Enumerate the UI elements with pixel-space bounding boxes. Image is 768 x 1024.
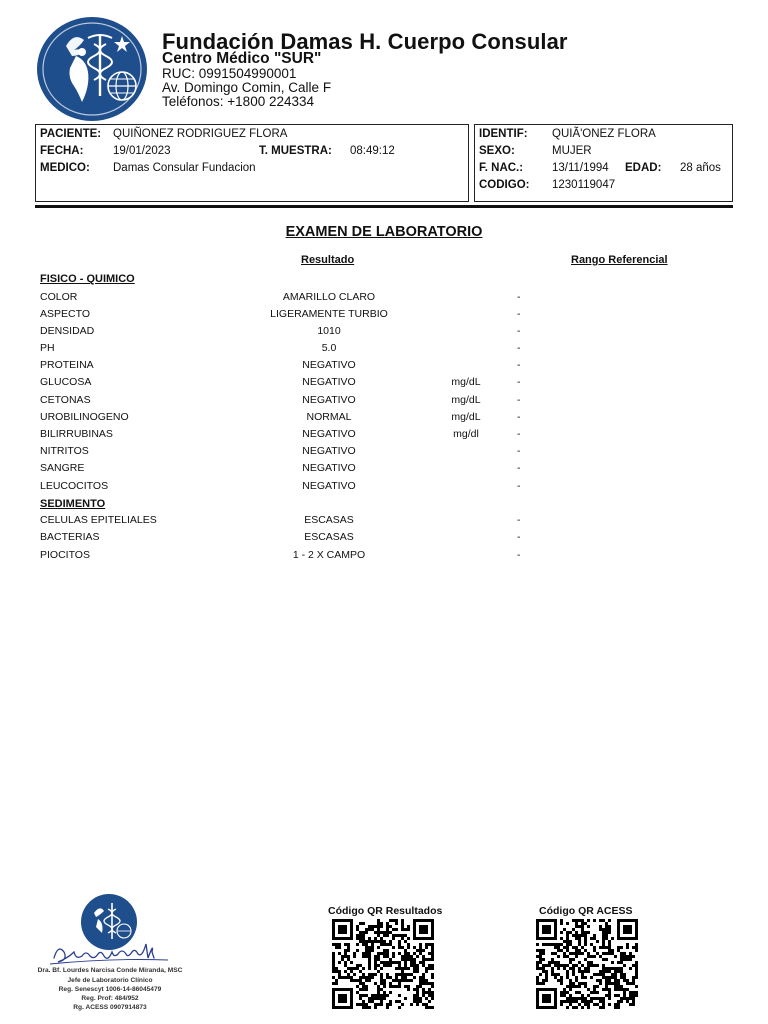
foundation-logo (36, 16, 148, 122)
identifier-label: IDENTIF: (479, 128, 528, 140)
test-reference: - (517, 291, 521, 303)
table-row (0, 462, 768, 479)
test-name: DENSIDAD (40, 325, 95, 337)
test-reference: - (517, 394, 521, 406)
test-reference: - (517, 445, 521, 457)
section-fisico-quimico: FISICO - QUIMICO (40, 273, 135, 285)
signer-acess-reg: Rg. ACESS 0907914873 (73, 1004, 147, 1011)
test-reference: - (517, 411, 521, 423)
table-row (0, 445, 768, 462)
test-reference: - (517, 549, 521, 561)
patient-code: 1230119047 (552, 179, 616, 191)
birth-date: 13/11/1994 (552, 162, 609, 174)
age-label: EDAD: (625, 162, 662, 174)
qr-code-results[interactable] (332, 919, 434, 1009)
test-reference: - (517, 531, 521, 543)
test-name: COLOR (40, 291, 78, 303)
test-unit: mg/dL (451, 394, 481, 406)
table-row (0, 325, 768, 342)
test-result: ESCASAS (304, 514, 354, 526)
test-reference: - (517, 428, 521, 440)
test-reference: - (517, 462, 521, 474)
exam-date: 19/01/2023 (113, 145, 171, 157)
test-result: NEGATIVO (302, 480, 356, 492)
test-result: 1 - 2 X CAMPO (292, 549, 366, 561)
qr-code-acess[interactable] (536, 919, 638, 1009)
sex-label: SEXO: (479, 145, 515, 157)
test-name: UROBILINOGENO (40, 411, 129, 423)
test-name: PH (40, 342, 55, 354)
sample-time: 08:49:12 (350, 145, 395, 157)
test-result: NEGATIVO (302, 376, 356, 388)
result-column-header: Resultado (301, 254, 355, 266)
test-result: NEGATIVO (302, 394, 356, 406)
test-result: ESCASAS (304, 531, 354, 543)
test-reference: - (517, 359, 521, 371)
table-row (0, 394, 768, 411)
table-row (0, 376, 768, 393)
test-unit: mg/dl (453, 428, 479, 440)
signer-title: Jefe de Laboratorio Clínico (67, 977, 153, 984)
qr-results-title: Código QR Resultados (328, 905, 443, 917)
test-name: ASPECTO (40, 308, 90, 320)
test-unit: mg/dL (451, 376, 481, 388)
test-result: 5.0 (321, 342, 337, 354)
test-result: LIGERAMENTE TURBIO (270, 308, 388, 320)
table-row (0, 531, 768, 548)
test-reference: - (517, 480, 521, 492)
table-row (0, 549, 768, 566)
table-row (0, 411, 768, 428)
ruc-number: RUC: 0991504990001 (162, 66, 297, 81)
table-row (0, 291, 768, 308)
header-divider (35, 205, 733, 208)
test-name: SANGRE (40, 462, 85, 474)
test-result: 1010 (317, 325, 341, 337)
test-name: GLUCOSA (40, 376, 92, 388)
sex-value: MUJER (552, 145, 592, 157)
medical-center-name: Centro Médico "SUR" (162, 50, 322, 67)
section-sedimento: SEDIMENTO (40, 498, 106, 510)
table-row (0, 359, 768, 376)
test-name: BACTERIAS (40, 531, 100, 543)
signer-professional-reg: Reg. Prof: 484/952 (81, 995, 139, 1002)
doctor-label: MEDICO: (40, 162, 90, 174)
table-row (0, 342, 768, 359)
identifier-value: QUIÃ'ONEZ FLORA (552, 128, 656, 140)
table-row (0, 428, 768, 445)
table-row (0, 480, 768, 497)
doctor-signature (48, 936, 176, 970)
reference-range-column-header: Rango Referencial (571, 254, 668, 266)
organization-name: Fundación Damas H. Cuerpo Consular (162, 29, 568, 54)
test-result: NEGATIVO (302, 462, 356, 474)
address: Av. Domingo Comin, Calle F (162, 80, 332, 95)
doctor-name: Damas Consular Fundacion (113, 162, 256, 174)
test-reference: - (517, 308, 521, 320)
test-reference: - (517, 342, 521, 354)
test-name: CETONAS (40, 394, 91, 406)
test-name: CELULAS EPITELIALES (40, 514, 157, 526)
test-result: NEGATIVO (302, 359, 356, 371)
age-value: 28 años (680, 162, 721, 174)
patient-name: QUIÑONEZ RODRIGUEZ FLORA (113, 128, 288, 140)
table-row (0, 514, 768, 531)
test-result: NEGATIVO (302, 428, 356, 440)
test-name: PIOCITOS (40, 549, 90, 561)
test-unit: mg/dL (451, 411, 481, 423)
test-result: NEGATIVO (302, 445, 356, 457)
sample-time-label: T. MUESTRA: (259, 145, 332, 157)
test-name: PROTEINA (40, 359, 94, 371)
test-reference: - (517, 514, 521, 526)
date-label: FECHA: (40, 145, 84, 157)
qr-acess-title: Código QR ACESS (539, 905, 633, 917)
exam-title: EXAMEN DE LABORATORIO (285, 224, 483, 240)
table-row (0, 308, 768, 325)
test-reference: - (517, 376, 521, 388)
birth-date-label: F. NAC.: (479, 162, 524, 174)
test-reference: - (517, 325, 521, 337)
signer-name: Dra. Bf. Lourdes Narcisa Conde Miranda, MSC (37, 967, 183, 974)
test-name: NITRITOS (40, 445, 89, 457)
patient-label: PACIENTE: (40, 128, 102, 140)
test-name: BILIRRUBINAS (40, 428, 113, 440)
test-result: AMARILLO CLARO (282, 291, 376, 303)
phone-numbers: Teléfonos: +1800 224334 (162, 94, 315, 109)
signer-senescyt-reg: Reg. Senescyt 1006-14-86045479 (58, 986, 162, 993)
test-name: LEUCOCITOS (40, 480, 109, 492)
code-label: CODIGO: (479, 179, 530, 191)
test-result: NORMAL (306, 411, 352, 423)
